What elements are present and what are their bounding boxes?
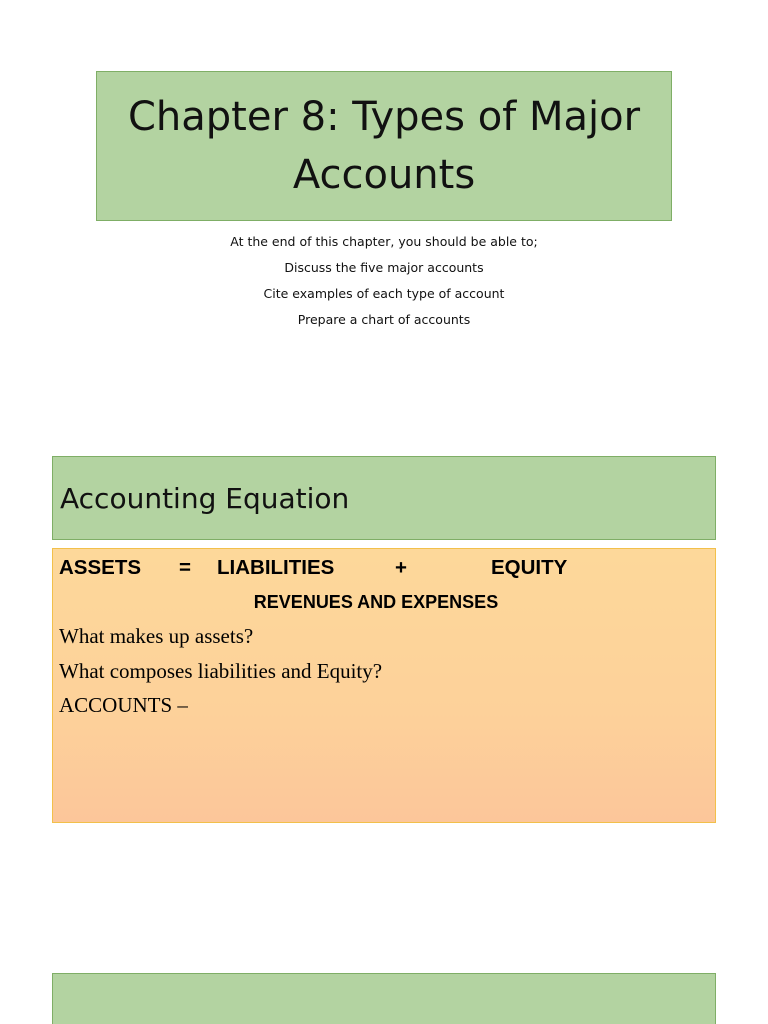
question-liabilities-equity: What composes liabilities and Equity? xyxy=(59,659,383,683)
equation-liabilities: LIABILITIES xyxy=(217,556,335,579)
accounts-label: ACCOUNTS – xyxy=(59,693,188,717)
equation-equity: EQUITY xyxy=(491,556,568,579)
equation-equals-sign: = xyxy=(179,556,191,579)
chapter-title-box xyxy=(96,71,672,221)
equation-assets: ASSETS xyxy=(59,556,142,579)
objective-item: Cite examples of each type of account xyxy=(263,286,505,301)
section-header-box xyxy=(52,456,716,540)
learning-objectives xyxy=(0,229,768,333)
section-title: Accounting Equation xyxy=(60,482,350,515)
objective-item: Prepare a chart of accounts xyxy=(297,312,471,327)
equation-content-box xyxy=(52,548,716,823)
question-assets: What makes up assets? xyxy=(59,624,254,648)
revenues-and-expenses-label: REVENUES AND EXPENSES xyxy=(253,592,499,612)
chapter-title-line-2: Accounts xyxy=(292,152,476,198)
objective-item: Discuss the five major accounts xyxy=(284,260,484,275)
next-section-box xyxy=(52,973,716,1024)
chapter-title-line-1: Chapter 8: Types of Major xyxy=(127,94,641,140)
equation-plus-sign: + xyxy=(395,556,407,579)
objective-intro: At the end of this chapter, you should be able to; xyxy=(230,234,538,249)
